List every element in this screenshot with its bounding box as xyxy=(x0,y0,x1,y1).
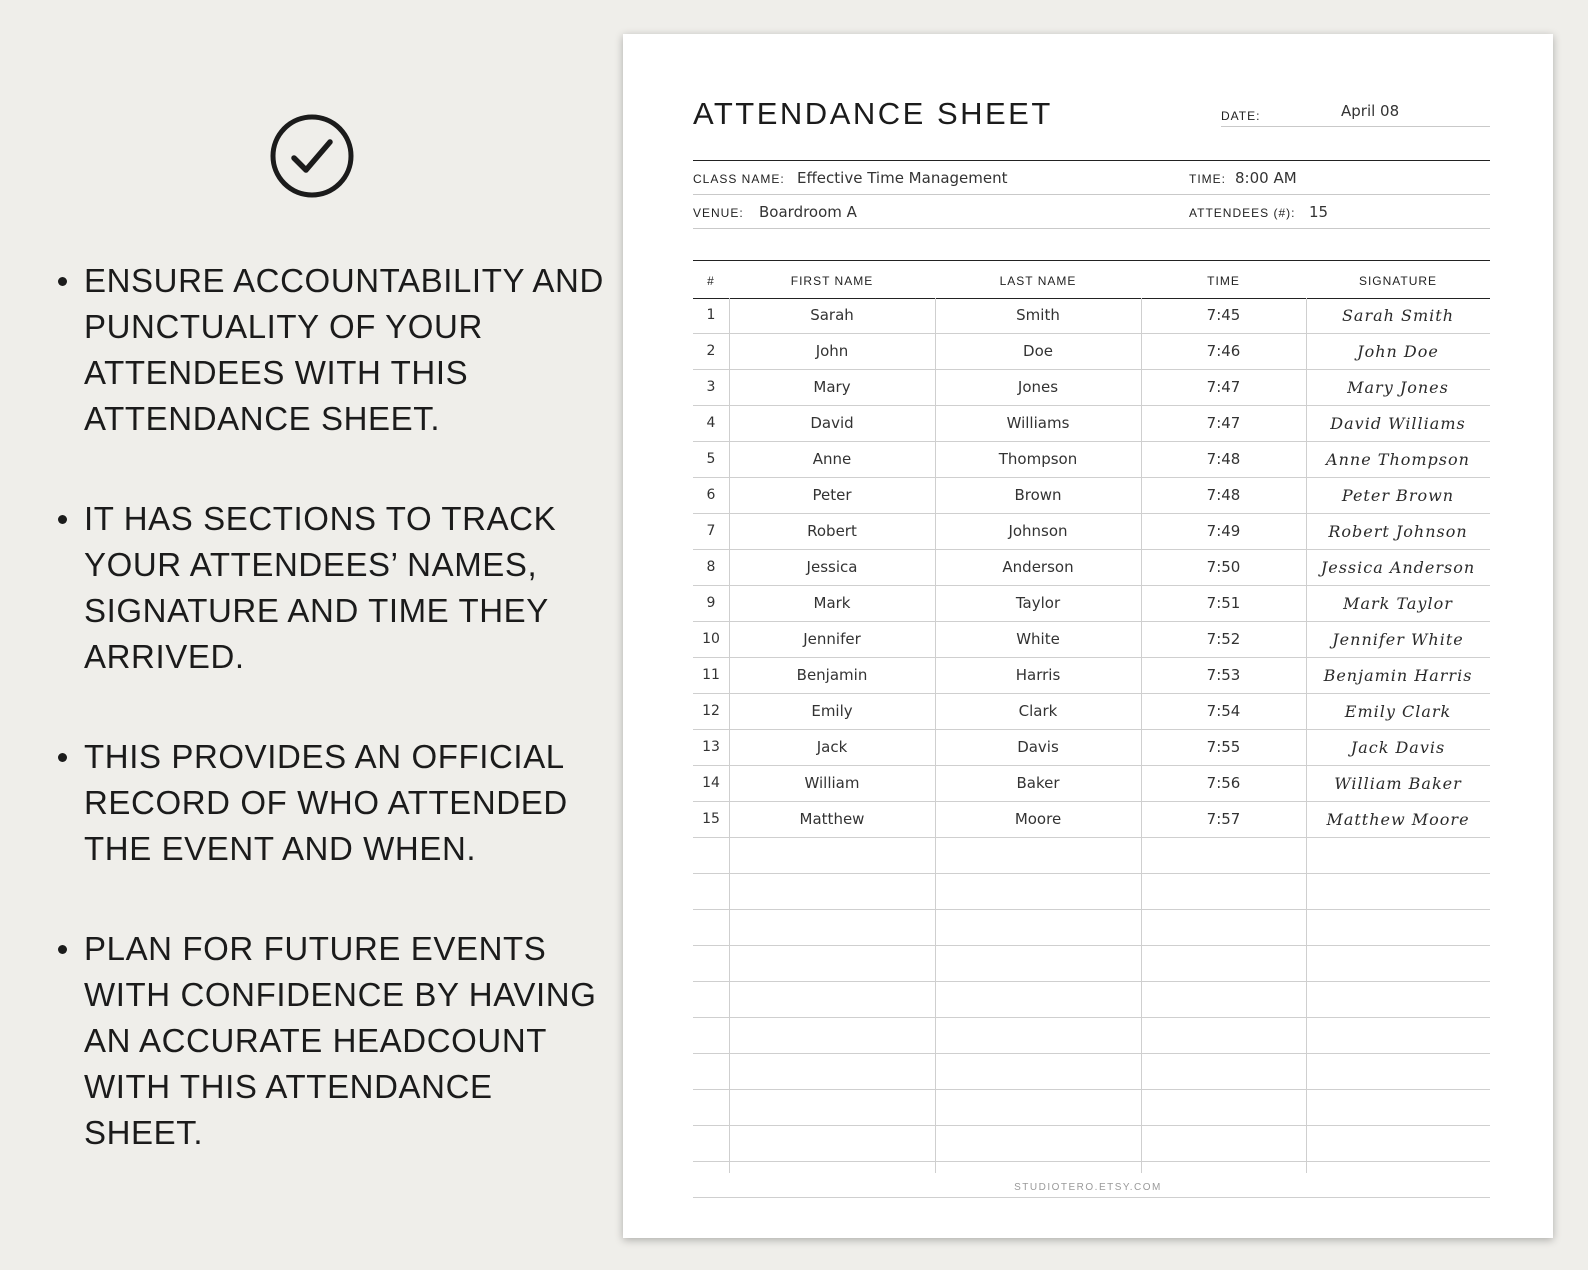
table-row xyxy=(693,1126,1490,1162)
table-row xyxy=(693,622,1490,658)
signature-cell: Benjamin Harris xyxy=(1323,666,1473,685)
time-cell: 7:47 xyxy=(1206,378,1241,396)
table-row xyxy=(693,442,1490,478)
first-name-cell: David xyxy=(810,414,854,432)
table-row xyxy=(693,802,1490,838)
row-number xyxy=(693,946,729,981)
first-name-cell: Jennifer xyxy=(803,630,861,648)
table-row xyxy=(693,982,1490,1018)
time-cell: 7:53 xyxy=(1206,666,1241,684)
time-cell: 7:51 xyxy=(1206,594,1241,612)
first-name-cell: Anne xyxy=(812,450,852,468)
table-row xyxy=(693,1090,1490,1126)
last-name-cell xyxy=(935,1018,1141,1053)
sheet-footer: STUDIOTERO.ETSY.COM xyxy=(1014,1182,1162,1193)
signature-cell: Emily Clark xyxy=(1344,702,1452,721)
row-number: 14 xyxy=(702,775,720,791)
last-name-cell xyxy=(935,1054,1141,1089)
row-number: 9 xyxy=(706,595,716,611)
feature-list xyxy=(56,258,616,1210)
table-row xyxy=(693,694,1490,730)
signature-cell xyxy=(1306,1090,1490,1125)
table-row xyxy=(693,478,1490,514)
feature-text: IT HAS SECTIONS TO TRACK YOUR ATTENDEES’ NAMES, SIGNATURE AND TIME THEY ARRIVED. xyxy=(84,500,557,675)
time-cell: 7:57 xyxy=(1206,810,1241,828)
signature-cell: Mary Jones xyxy=(1347,378,1449,397)
feature-text: PLAN FOR FUTURE EVENTS WITH CONFIDENCE BY HAVING AN ACCURATE HEADCOUNT WITH THIS ATTENDANCE SHEET. xyxy=(84,930,597,1151)
last-name-cell: White xyxy=(1016,630,1060,648)
row-number xyxy=(693,910,729,945)
last-name-cell: Clark xyxy=(1018,702,1058,720)
first-name-cell xyxy=(729,946,935,981)
signature-cell xyxy=(1306,982,1490,1017)
time-cell: 7:48 xyxy=(1206,450,1241,468)
time-label: TIME: xyxy=(1189,172,1226,186)
date-value: April 08 xyxy=(1341,102,1400,120)
time-cell xyxy=(1141,1054,1306,1089)
signature-cell xyxy=(1306,946,1490,981)
last-name-cell xyxy=(935,874,1141,909)
last-name-cell: Baker xyxy=(1016,774,1060,792)
time-cell: 7:52 xyxy=(1206,630,1241,648)
signature-cell: Sarah Smith xyxy=(1341,306,1455,325)
check-circle-icon xyxy=(269,113,355,199)
first-name-cell: Matthew xyxy=(799,810,865,828)
row-number: 7 xyxy=(706,523,716,539)
row-number: 5 xyxy=(706,451,716,467)
first-name-cell xyxy=(729,982,935,1017)
time-cell xyxy=(1141,982,1306,1017)
row-number: 11 xyxy=(702,667,720,683)
sheet-title: ATTENDANCE SHEET xyxy=(693,96,1053,131)
signature-cell: Anne Thompson xyxy=(1326,450,1470,469)
first-name-cell: John xyxy=(815,342,849,360)
class-name-value: Effective Time Management xyxy=(797,169,1008,187)
venue-value: Boardroom A xyxy=(759,203,857,221)
row-number xyxy=(693,838,729,873)
time-cell: 7:49 xyxy=(1206,522,1241,540)
feature-bullet xyxy=(56,258,616,442)
last-name-cell: Moore xyxy=(1014,810,1062,828)
row-number: 2 xyxy=(706,343,716,359)
attendance-table-body xyxy=(693,298,1490,1198)
table-row xyxy=(693,334,1490,370)
signature-cell xyxy=(1306,1018,1490,1053)
signature-cell: Jennifer White xyxy=(1332,630,1464,649)
time-cell: 7:47 xyxy=(1206,414,1241,432)
feature-panel xyxy=(0,0,610,1270)
row-number: 13 xyxy=(702,739,720,755)
column-header-first-name: FIRST NAME xyxy=(790,274,874,288)
row-number: 4 xyxy=(706,415,716,431)
first-name-cell: Emily xyxy=(811,702,853,720)
last-name-cell: Taylor xyxy=(1015,594,1061,612)
time-cell: 7:48 xyxy=(1206,486,1241,504)
date-underline xyxy=(1221,126,1490,127)
first-name-cell xyxy=(729,838,935,873)
last-name-cell xyxy=(935,1126,1141,1161)
last-name-cell: Jones xyxy=(1017,378,1059,396)
time-cell xyxy=(1141,946,1306,981)
last-name-cell: Williams xyxy=(1006,414,1070,432)
table-row xyxy=(693,370,1490,406)
time-cell xyxy=(1141,1126,1306,1161)
column-divider xyxy=(1141,298,1142,1173)
time-cell: 7:46 xyxy=(1206,342,1241,360)
table-row xyxy=(693,1018,1490,1054)
first-name-cell: William xyxy=(804,774,860,792)
column-divider xyxy=(935,298,936,1173)
first-name-cell xyxy=(729,874,935,909)
last-name-cell: Davis xyxy=(1017,738,1059,756)
first-name-cell: Jack xyxy=(816,738,848,756)
bullet-dot xyxy=(58,753,67,762)
table-row xyxy=(693,946,1490,982)
first-name-cell: Peter xyxy=(812,486,852,504)
header-rule xyxy=(693,160,1490,161)
venue-label: VENUE: xyxy=(693,206,744,220)
column-header-last-name: LAST NAME xyxy=(999,274,1077,288)
last-name-cell: Doe xyxy=(1023,342,1053,360)
signature-cell xyxy=(1306,874,1490,909)
table-row xyxy=(693,550,1490,586)
row-number: 12 xyxy=(702,703,720,719)
first-name-cell xyxy=(729,1090,935,1125)
signature-cell: Jack Davis xyxy=(1350,738,1446,757)
table-row xyxy=(693,838,1490,874)
first-name-cell: Benjamin xyxy=(796,666,868,684)
first-name-cell: Sarah xyxy=(810,306,854,324)
column-header-signature: SIGNATURE xyxy=(1358,274,1438,288)
table-row xyxy=(693,910,1490,946)
signature-cell xyxy=(1306,910,1490,945)
last-name-cell: Johnson xyxy=(1008,522,1068,540)
column-header-number: # xyxy=(707,274,715,288)
table-row xyxy=(693,730,1490,766)
last-name-cell: Smith xyxy=(1016,306,1060,324)
signature-cell xyxy=(1306,1054,1490,1089)
table-row xyxy=(693,874,1490,910)
attendance-sheet xyxy=(623,34,1553,1238)
attendees-label: ATTENDEES (#): xyxy=(1189,206,1296,220)
time-cell xyxy=(1141,1090,1306,1125)
signature-cell: John Doe xyxy=(1357,342,1439,361)
signature-cell xyxy=(1306,1126,1490,1161)
row-number xyxy=(693,1090,729,1125)
time-cell xyxy=(1141,1018,1306,1053)
last-name-cell: Harris xyxy=(1015,666,1061,684)
table-row xyxy=(693,1054,1490,1090)
bullet-dot xyxy=(58,515,67,524)
row-number xyxy=(693,1054,729,1089)
time-value: 8:00 AM xyxy=(1235,169,1297,187)
row-number xyxy=(693,1018,729,1053)
table-row xyxy=(693,766,1490,802)
first-name-cell: Jessica xyxy=(806,558,858,576)
signature-cell xyxy=(1306,838,1490,873)
signature-cell: Jessica Anderson xyxy=(1320,558,1476,577)
first-name-cell xyxy=(729,1054,935,1089)
table-row xyxy=(693,658,1490,694)
table-row xyxy=(693,406,1490,442)
last-name-cell xyxy=(935,1090,1141,1125)
time-cell xyxy=(1141,874,1306,909)
first-name-cell: Robert xyxy=(807,522,857,540)
signature-cell: Peter Brown xyxy=(1341,486,1455,505)
row-number: 6 xyxy=(706,487,716,503)
class-row-line xyxy=(693,194,1490,195)
signature-cell: David Williams xyxy=(1330,414,1466,433)
time-cell: 7:50 xyxy=(1206,558,1241,576)
row-number: 1 xyxy=(706,307,716,323)
table-header xyxy=(693,264,1490,298)
row-number xyxy=(693,1126,729,1161)
signature-cell: Matthew Moore xyxy=(1326,810,1470,829)
attendees-value: 15 xyxy=(1309,203,1329,221)
bullet-dot xyxy=(58,945,67,954)
column-header-time: TIME xyxy=(1207,274,1240,288)
last-name-cell xyxy=(935,910,1141,945)
first-name-cell xyxy=(729,910,935,945)
signature-cell: Robert Johnson xyxy=(1328,522,1468,541)
signature-cell: William Baker xyxy=(1334,774,1462,793)
time-cell xyxy=(1141,838,1306,873)
feature-bullet xyxy=(56,496,616,680)
date-label: DATE: xyxy=(1221,109,1261,123)
column-divider xyxy=(1306,298,1307,1173)
row-number: 15 xyxy=(702,811,720,827)
class-name-label: CLASS NAME: xyxy=(693,172,785,186)
row-number xyxy=(693,874,729,909)
row-number: 8 xyxy=(706,559,716,575)
time-cell: 7:45 xyxy=(1206,306,1241,324)
table-top-rule xyxy=(693,260,1490,261)
first-name-cell xyxy=(729,1126,935,1161)
last-name-cell: Thompson xyxy=(998,450,1078,468)
feature-text: THIS PROVIDES AN OFFICIAL RECORD OF WHO ATTENDED THE EVENT AND WHEN. xyxy=(84,738,568,867)
time-cell: 7:54 xyxy=(1206,702,1241,720)
venue-row-line xyxy=(693,228,1490,229)
row-number xyxy=(693,982,729,1017)
last-name-cell xyxy=(935,982,1141,1017)
first-name-cell xyxy=(729,1018,935,1053)
time-cell: 7:56 xyxy=(1206,774,1241,792)
feature-bullet xyxy=(56,734,616,872)
first-name-cell: Mary xyxy=(813,378,851,396)
table-row xyxy=(693,298,1490,334)
table-row xyxy=(693,514,1490,550)
signature-cell: Mark Taylor xyxy=(1343,594,1453,613)
last-name-cell xyxy=(935,946,1141,981)
last-name-cell xyxy=(935,838,1141,873)
row-number: 3 xyxy=(706,379,716,395)
table-row xyxy=(693,586,1490,622)
time-cell xyxy=(1141,910,1306,945)
row-number: 10 xyxy=(702,631,720,647)
feature-bullet xyxy=(56,926,616,1156)
bullet-dot xyxy=(58,277,67,286)
last-name-cell: Brown xyxy=(1014,486,1062,504)
column-divider xyxy=(729,298,730,1173)
last-name-cell: Anderson xyxy=(1002,558,1074,576)
first-name-cell: Mark xyxy=(813,594,851,612)
feature-text: ENSURE ACCOUNTABILITY AND PUNCTUALITY OF YOUR ATTENDEES WITH THIS ATTENDANCE SHEET. xyxy=(84,262,604,437)
time-cell: 7:55 xyxy=(1206,738,1241,756)
